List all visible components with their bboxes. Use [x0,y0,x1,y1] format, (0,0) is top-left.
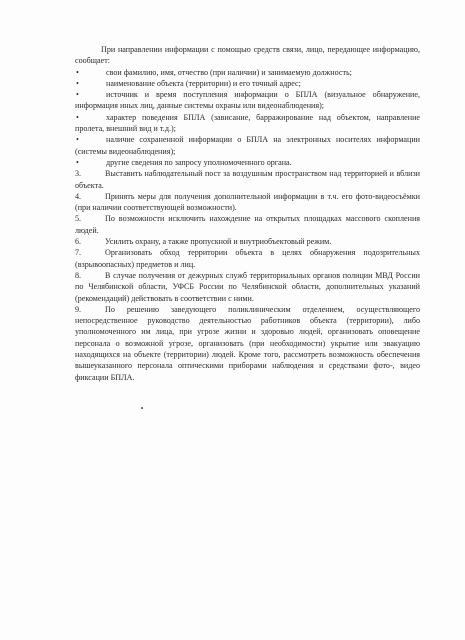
numbered-item [75,191,420,214]
item-text: По решению заведующего поликлиническим отделением, осуществляющего непосредственное руководство деятельностью работников объекта (территории), либо уполномоченного им лица, при угрозе жизни и здоровью людей, организовать оповещение персонала о возможной угрозе, организовать (при необходимости) укрытие или эвакуацию находящихся на объекте (территории) людей. Кроме того, рассмотреть возможность обеспечения вышеуказанного персонала оптическими приборами наблюдения и средствами фото-, видео фиксации БПЛА. [75,304,420,382]
bullet-icon: • [76,112,79,122]
numbered-item [75,213,420,236]
item-number: 3. [75,169,82,179]
item-text: Организовать обход территории объекта в целях обнаружения подозрительных (взрывоопасных) предметов и лиц. [75,248,420,269]
bullet-text: характер поведения БПЛА (зависание, барражирование над объектом, направление пролета, внешний вид и т.д.); [75,112,420,134]
item-number: 7. [75,248,82,258]
bullet-item [75,157,420,168]
bullet-text: наименование объекта (территории) и его точный адрес; [106,78,301,88]
bullet-item [75,89,420,112]
document-body [75,44,420,383]
bullet-icon: • [76,78,79,88]
numbered-item [75,270,420,304]
bullet-icon: • [76,135,79,145]
intro-paragraph: При направлении информации с помощью средств связи, лицо, передающее информацию, сообщает: [75,45,420,66]
bullet-icon: • [76,67,79,77]
bullet-item [75,78,420,89]
numbered-item [75,304,420,383]
item-number: 8. [75,270,82,280]
item-number: 9. [75,304,82,314]
item-text: По возможности исключить нахождение на открытых площадках массового скопления людей. [75,214,420,235]
item-text: В случае получения от дежурных служб территориальных органов полиции МВД России по Челябинской области, УФСБ России по Челябинской области, дополнительных указаний (рекомендаций) действовать в соответствии с ними. [75,270,420,303]
bullet-icon: • [76,90,79,100]
bullet-text: источник и время поступления информации о БПЛА (визуальное обнаружение, информация иных лиц, данные системы охраны или видеонаблюдения); [75,90,420,111]
bullet-item [75,112,420,135]
bullet-text: свои фамилию, имя, отчество (при наличии) и занимаемую должность; [106,67,352,77]
bullet-text: наличие сохраненной информации о БПЛА на электронных носителях информации (системы видеонаблюдения); [75,135,420,156]
numbered-item [75,236,420,247]
item-number: 6. [75,237,82,247]
bullet-text: другие сведения по запросу уполномоченного органа. [106,157,292,167]
item-text: Принять меры для получения дополнительной информации в т.ч. его фото-видеосъёмки (при наличии соответствующей возможности). [75,191,420,213]
item-number: 4. [75,191,82,201]
bullet-icon: • [76,157,79,167]
numbered-item [75,247,420,270]
bullet-item [75,67,420,78]
item-text: Усилить охрану, а также пропускной и внутриобъектовый режим. [105,237,332,247]
scan-speck [141,407,143,409]
numbered-item [75,168,420,191]
bullet-item [75,134,420,157]
item-number: 5. [75,214,82,224]
item-text: Выставить наблюдательный пост за воздушным пространством над территорией и вблизи объекта. [75,169,420,190]
